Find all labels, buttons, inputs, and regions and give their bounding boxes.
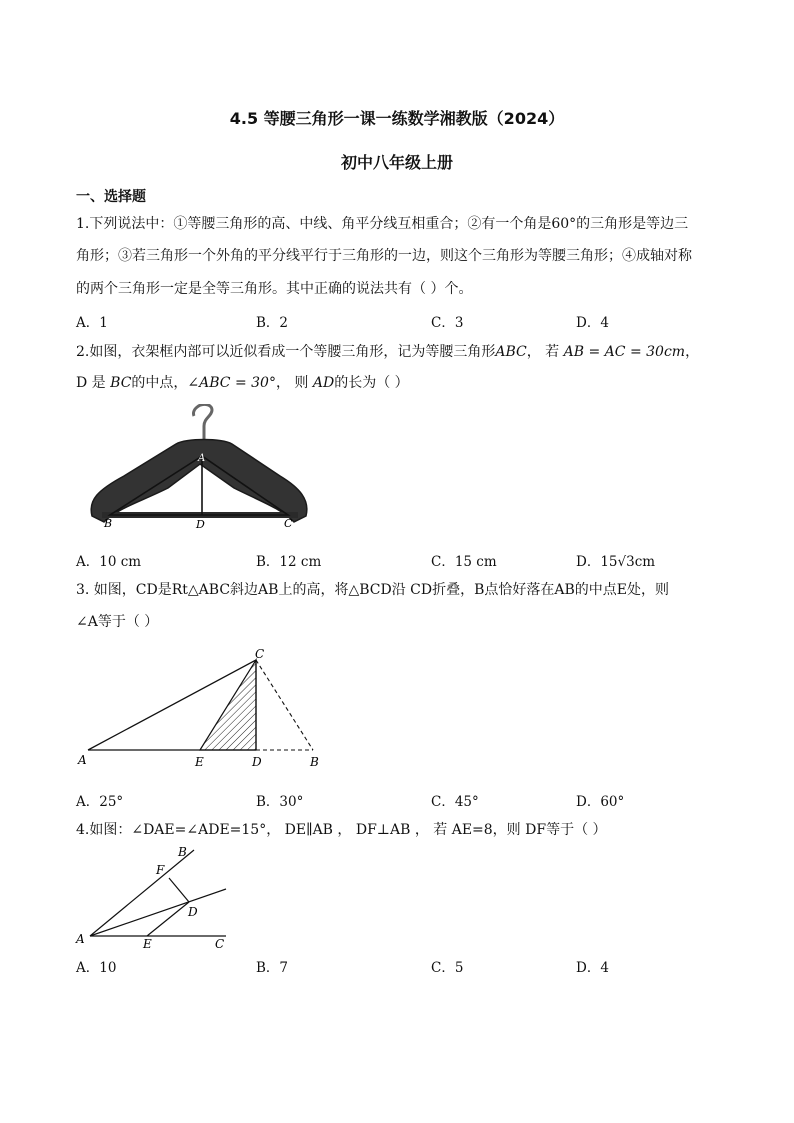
option-c[interactable]: C．3 bbox=[431, 315, 464, 331]
answer-options bbox=[76, 311, 726, 331]
point-label-d: D bbox=[196, 518, 205, 531]
document-title: 4.5 等腰三角形一课一练数学湘教版（2024） bbox=[229, 109, 565, 128]
option-c[interactable]: C．15 cm bbox=[431, 554, 497, 570]
option-d[interactable]: D．4 bbox=[576, 960, 609, 976]
question-text: 4.如图：∠DAE=∠ADE=15°， DE∥AB ， DF⊥AB ， 若 AE=8，则 DF等于（ ） bbox=[76, 822, 607, 838]
question-text bbox=[76, 373, 726, 393]
option-a[interactable]: A．1 bbox=[76, 315, 108, 331]
point-label-a: A bbox=[76, 932, 85, 946]
math-run: ∠ABC = 30° bbox=[187, 375, 276, 391]
triangle-fold-figure bbox=[70, 644, 330, 768]
option-a[interactable]: A．10 cm bbox=[76, 554, 142, 570]
option-c[interactable]: C．5 bbox=[431, 960, 464, 976]
question-text: 角形；③若三角形一个外角的平分线平行于三角形的一边，则这个三角形为等腰三角形；④成轴对称 bbox=[76, 248, 692, 264]
question-text bbox=[76, 342, 726, 362]
point-label-e: E bbox=[143, 937, 152, 951]
text-run: 的长为（ ） bbox=[334, 375, 409, 391]
option-a[interactable]: A．25° bbox=[76, 794, 124, 810]
point-label-c: C bbox=[215, 937, 225, 951]
math-run: BC bbox=[110, 375, 132, 391]
point-label-b: B bbox=[178, 845, 187, 859]
point-label-b: B bbox=[104, 517, 113, 530]
angle-figure bbox=[70, 842, 240, 952]
option-b[interactable]: B．12 cm bbox=[256, 554, 322, 570]
text-run: ， 若 bbox=[526, 344, 560, 360]
point-label-f: F bbox=[156, 863, 165, 877]
document-subtitle: 初中八年级上册 bbox=[340, 153, 453, 172]
option-a[interactable]: A．10 bbox=[76, 960, 117, 976]
option-d[interactable]: D．60° bbox=[576, 794, 625, 810]
option-d[interactable]: D．15√3cm bbox=[576, 554, 656, 570]
option-b[interactable]: B．30° bbox=[256, 794, 304, 810]
text-run: D 是 bbox=[76, 375, 106, 391]
question-text: 的两个三角形一定是全等三角形。其中正确的说法共有（ ）个。 bbox=[76, 281, 473, 297]
option-d[interactable]: D．4 bbox=[576, 315, 609, 331]
point-label-b: B bbox=[310, 755, 319, 768]
text-run: 2.如图，衣架框内部可以近似看成一个等腰三角形，记为等腰三角形 bbox=[76, 344, 496, 360]
point-label-c: C bbox=[255, 647, 265, 661]
option-c[interactable]: C．45° bbox=[431, 794, 479, 810]
text-run: ， 则 bbox=[275, 375, 309, 391]
math-run: ABC bbox=[495, 344, 527, 360]
point-label-d: D bbox=[252, 755, 262, 768]
section-heading: 一、选择题 bbox=[76, 189, 146, 205]
answer-options bbox=[76, 956, 726, 976]
point-label-c: C bbox=[284, 517, 293, 530]
math-run: AB = AC = 30cm bbox=[563, 344, 686, 360]
text-run: 的中点， bbox=[131, 375, 188, 391]
question-text: 3. 如图，CD是Rt△ABC斜边AB上的高，将△BCD沿 CD折叠，B点恰好落在AB的中点E处，则 bbox=[76, 582, 669, 598]
question-text: ∠A等于（ ） bbox=[76, 614, 159, 630]
hanger-figure bbox=[84, 404, 314, 534]
question-text: 1.下列说法中：①等腰三角形的高、中线、角平分线互相重合；②有一个角是60°的三角形是等边三 bbox=[76, 216, 689, 232]
answer-options bbox=[76, 790, 726, 810]
point-label-a: A bbox=[198, 453, 206, 464]
math-run: AD bbox=[312, 375, 335, 391]
answer-options bbox=[76, 550, 726, 570]
point-label-e: E bbox=[195, 755, 204, 768]
point-label-a: A bbox=[78, 753, 87, 767]
point-label-d: D bbox=[188, 905, 198, 919]
option-b[interactable]: B．7 bbox=[256, 960, 289, 976]
text-run: ， bbox=[685, 344, 700, 360]
option-b[interactable]: B．2 bbox=[256, 315, 289, 331]
